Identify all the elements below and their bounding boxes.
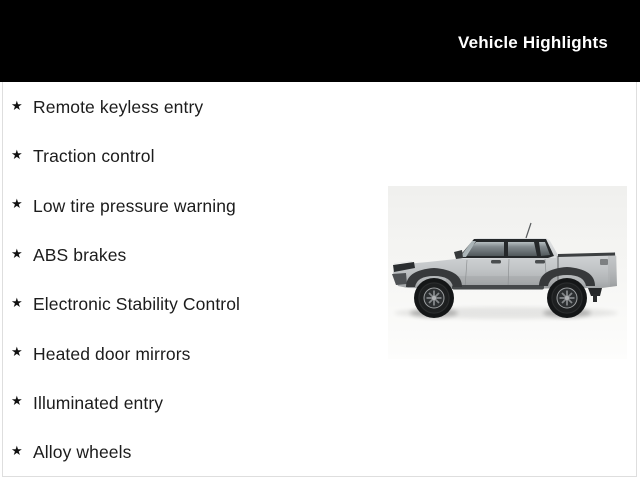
star-bullet-icon: ★	[11, 344, 23, 360]
feature-item	[11, 379, 240, 428]
content-area	[2, 82, 637, 477]
star-bullet-icon: ★	[11, 442, 23, 458]
feature-item	[11, 280, 240, 329]
feature-label: Alloy wheels	[33, 442, 132, 463]
truck-illustration	[388, 186, 627, 359]
star-bullet-icon: ★	[11, 245, 23, 261]
feature-item	[11, 329, 240, 378]
feature-label: Traction control	[33, 146, 155, 167]
feature-label: Low tire pressure warning	[33, 195, 236, 216]
feature-item	[11, 182, 240, 231]
feature-item	[11, 428, 240, 477]
feature-label: Heated door mirrors	[33, 343, 191, 364]
star-bullet-icon: ★	[11, 393, 23, 409]
star-bullet-icon: ★	[11, 294, 23, 310]
feature-label: Electronic Stability Control	[33, 294, 241, 315]
vehicle-photo	[388, 186, 627, 359]
feature-item	[11, 132, 240, 181]
feature-label: Remote keyless entry	[33, 97, 204, 118]
star-bullet-icon: ★	[11, 97, 23, 113]
star-bullet-icon: ★	[11, 146, 23, 162]
star-bullet-icon: ★	[11, 196, 23, 212]
feature-item	[11, 231, 240, 280]
page-title: Vehicle Highlights	[457, 33, 608, 52]
header-bar	[0, 0, 640, 82]
feature-item	[11, 83, 240, 132]
feature-label: Illuminated entry	[33, 392, 164, 413]
feature-list	[11, 83, 240, 477]
feature-label: ABS brakes	[33, 245, 127, 266]
